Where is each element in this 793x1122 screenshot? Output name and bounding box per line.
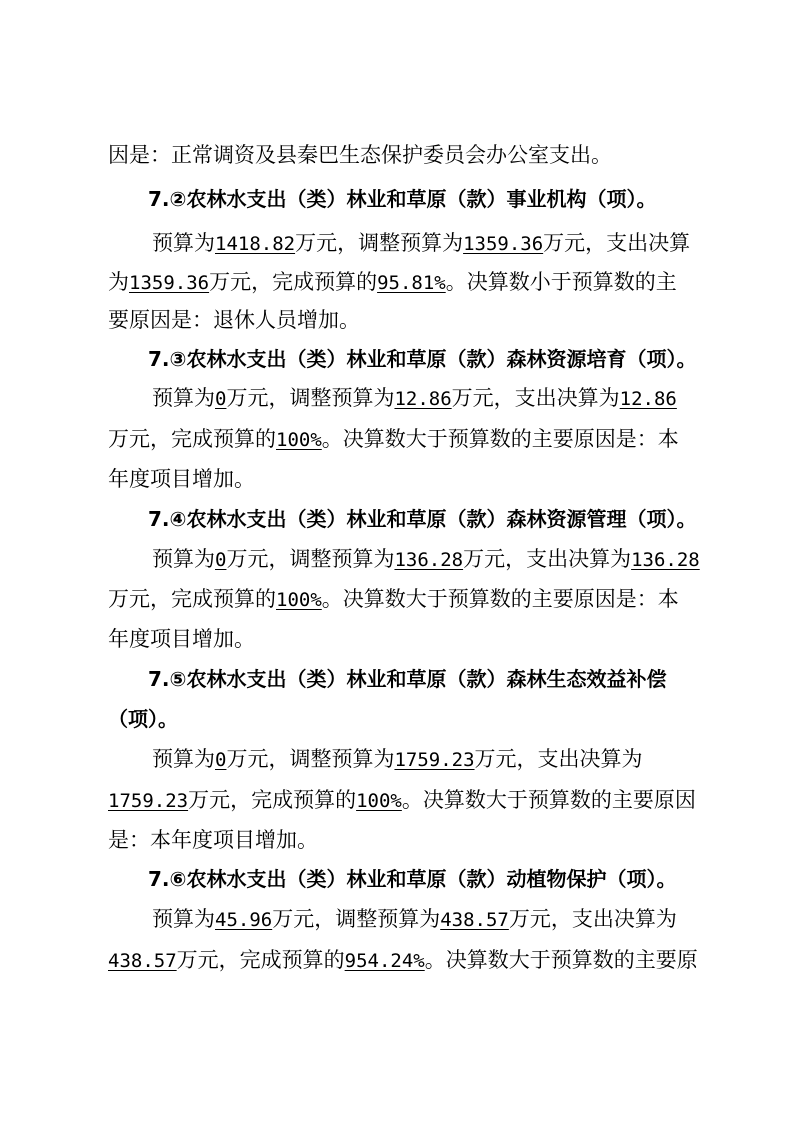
text: 预算为 (152, 231, 215, 255)
text-line (108, 786, 696, 815)
amount: 1359.36 (129, 272, 210, 294)
text: 因是：正常调资及县秦巴生态保护委员会办公室支出。 (108, 143, 612, 167)
amount: 12.86 (394, 388, 452, 410)
text-line (108, 425, 679, 454)
section-heading (148, 345, 696, 373)
text: 。决算数小于预算数的主 (445, 270, 677, 294)
amount: 45.96 (215, 909, 273, 931)
text-line (152, 905, 677, 934)
amount: 1759.23 (108, 790, 189, 812)
text: 万元，完成预算的 (188, 788, 357, 812)
section-heading (148, 505, 696, 533)
percentage: 100% (276, 589, 322, 611)
text: 预算为 (152, 907, 215, 931)
amount: 0 (215, 388, 227, 410)
text: 万元，完成预算的 (108, 587, 276, 611)
percentage: 100% (356, 790, 402, 812)
amount: 0 (215, 549, 227, 571)
text: 。决算数大于预算数的主要原因 (401, 788, 696, 812)
amount: 1759.23 (394, 749, 475, 771)
text: 。决算数大于预算数的主要原因是：本 (321, 427, 679, 451)
heading-text: （项）。 (108, 707, 178, 731)
text-line (152, 745, 643, 774)
percentage: 95.81% (377, 272, 446, 294)
text: 为 (108, 270, 129, 294)
section-heading (148, 185, 656, 213)
text-line (152, 545, 700, 574)
section-heading-continued (108, 705, 178, 733)
heading-text: 7.⑥农林水支出（类）林业和草原（款）动植物保护（项）。 (148, 867, 677, 891)
amount: 438.57 (108, 950, 177, 972)
text: 年度项目增加。 (108, 467, 255, 491)
percentage: 100% (276, 429, 322, 451)
text-line (108, 826, 318, 854)
heading-text: 7.③农林水支出（类）林业和草原（款）森林资源培育（项）。 (148, 347, 697, 371)
amount: 438.57 (440, 909, 509, 931)
percentage: 954.24% (344, 950, 425, 972)
text: 。决算数大于预算数的主要原因是：本 (321, 587, 679, 611)
text: 万元，调整预算为 (226, 747, 395, 771)
amount: 136.28 (631, 549, 700, 571)
text: 要原因是：退休人员增加。 (108, 308, 360, 332)
amount: 1418.82 (215, 233, 296, 255)
text-line (108, 625, 255, 653)
heading-text: 7.②农林水支出（类）林业和草原（款）事业机构（项）。 (148, 187, 657, 211)
amount: 0 (215, 749, 227, 771)
text-line (108, 946, 698, 975)
text: 万元，支出决算为 (451, 386, 620, 410)
text: 年度项目增加。 (108, 627, 255, 651)
text: 万元，支出决算 (543, 231, 691, 255)
text-line (108, 141, 612, 169)
section-heading (148, 665, 666, 693)
text-line (108, 306, 360, 334)
text-line (108, 465, 255, 493)
text: 万元，调整预算为 (272, 907, 441, 931)
text-line (152, 229, 690, 258)
text: 预算为 (152, 747, 215, 771)
text: 万元，调整预算为 (226, 386, 395, 410)
heading-text: 7.④农林水支出（类）林业和草原（款）森林资源管理（项）。 (148, 507, 697, 531)
text: 万元，调整预算为 (295, 231, 464, 255)
text-line (108, 585, 679, 614)
amount: 12.86 (619, 388, 677, 410)
text: 万元，支出决算为 (508, 907, 677, 931)
text: 。决算数大于预算数的主要原 (424, 948, 698, 972)
amount: 136.28 (394, 549, 464, 571)
text-line (108, 268, 677, 297)
text: 万元，完成预算的 (209, 270, 378, 294)
text: 预算为 (152, 386, 215, 410)
text: 万元，调整预算为 (226, 547, 395, 571)
text: 万元，支出决算为 (474, 747, 643, 771)
section-heading (148, 865, 676, 893)
text: 万元，完成预算的 (176, 948, 345, 972)
text: 万元，支出决算为 (463, 547, 632, 571)
text: 是：本年度项目增加。 (108, 828, 318, 852)
text: 万元，完成预算的 (108, 427, 276, 451)
text: 预算为 (152, 547, 215, 571)
heading-text: 7.⑤农林水支出（类）林业和草原（款）森林生态效益补偿 (148, 667, 667, 691)
amount: 1359.36 (463, 233, 544, 255)
text-line (152, 384, 677, 413)
